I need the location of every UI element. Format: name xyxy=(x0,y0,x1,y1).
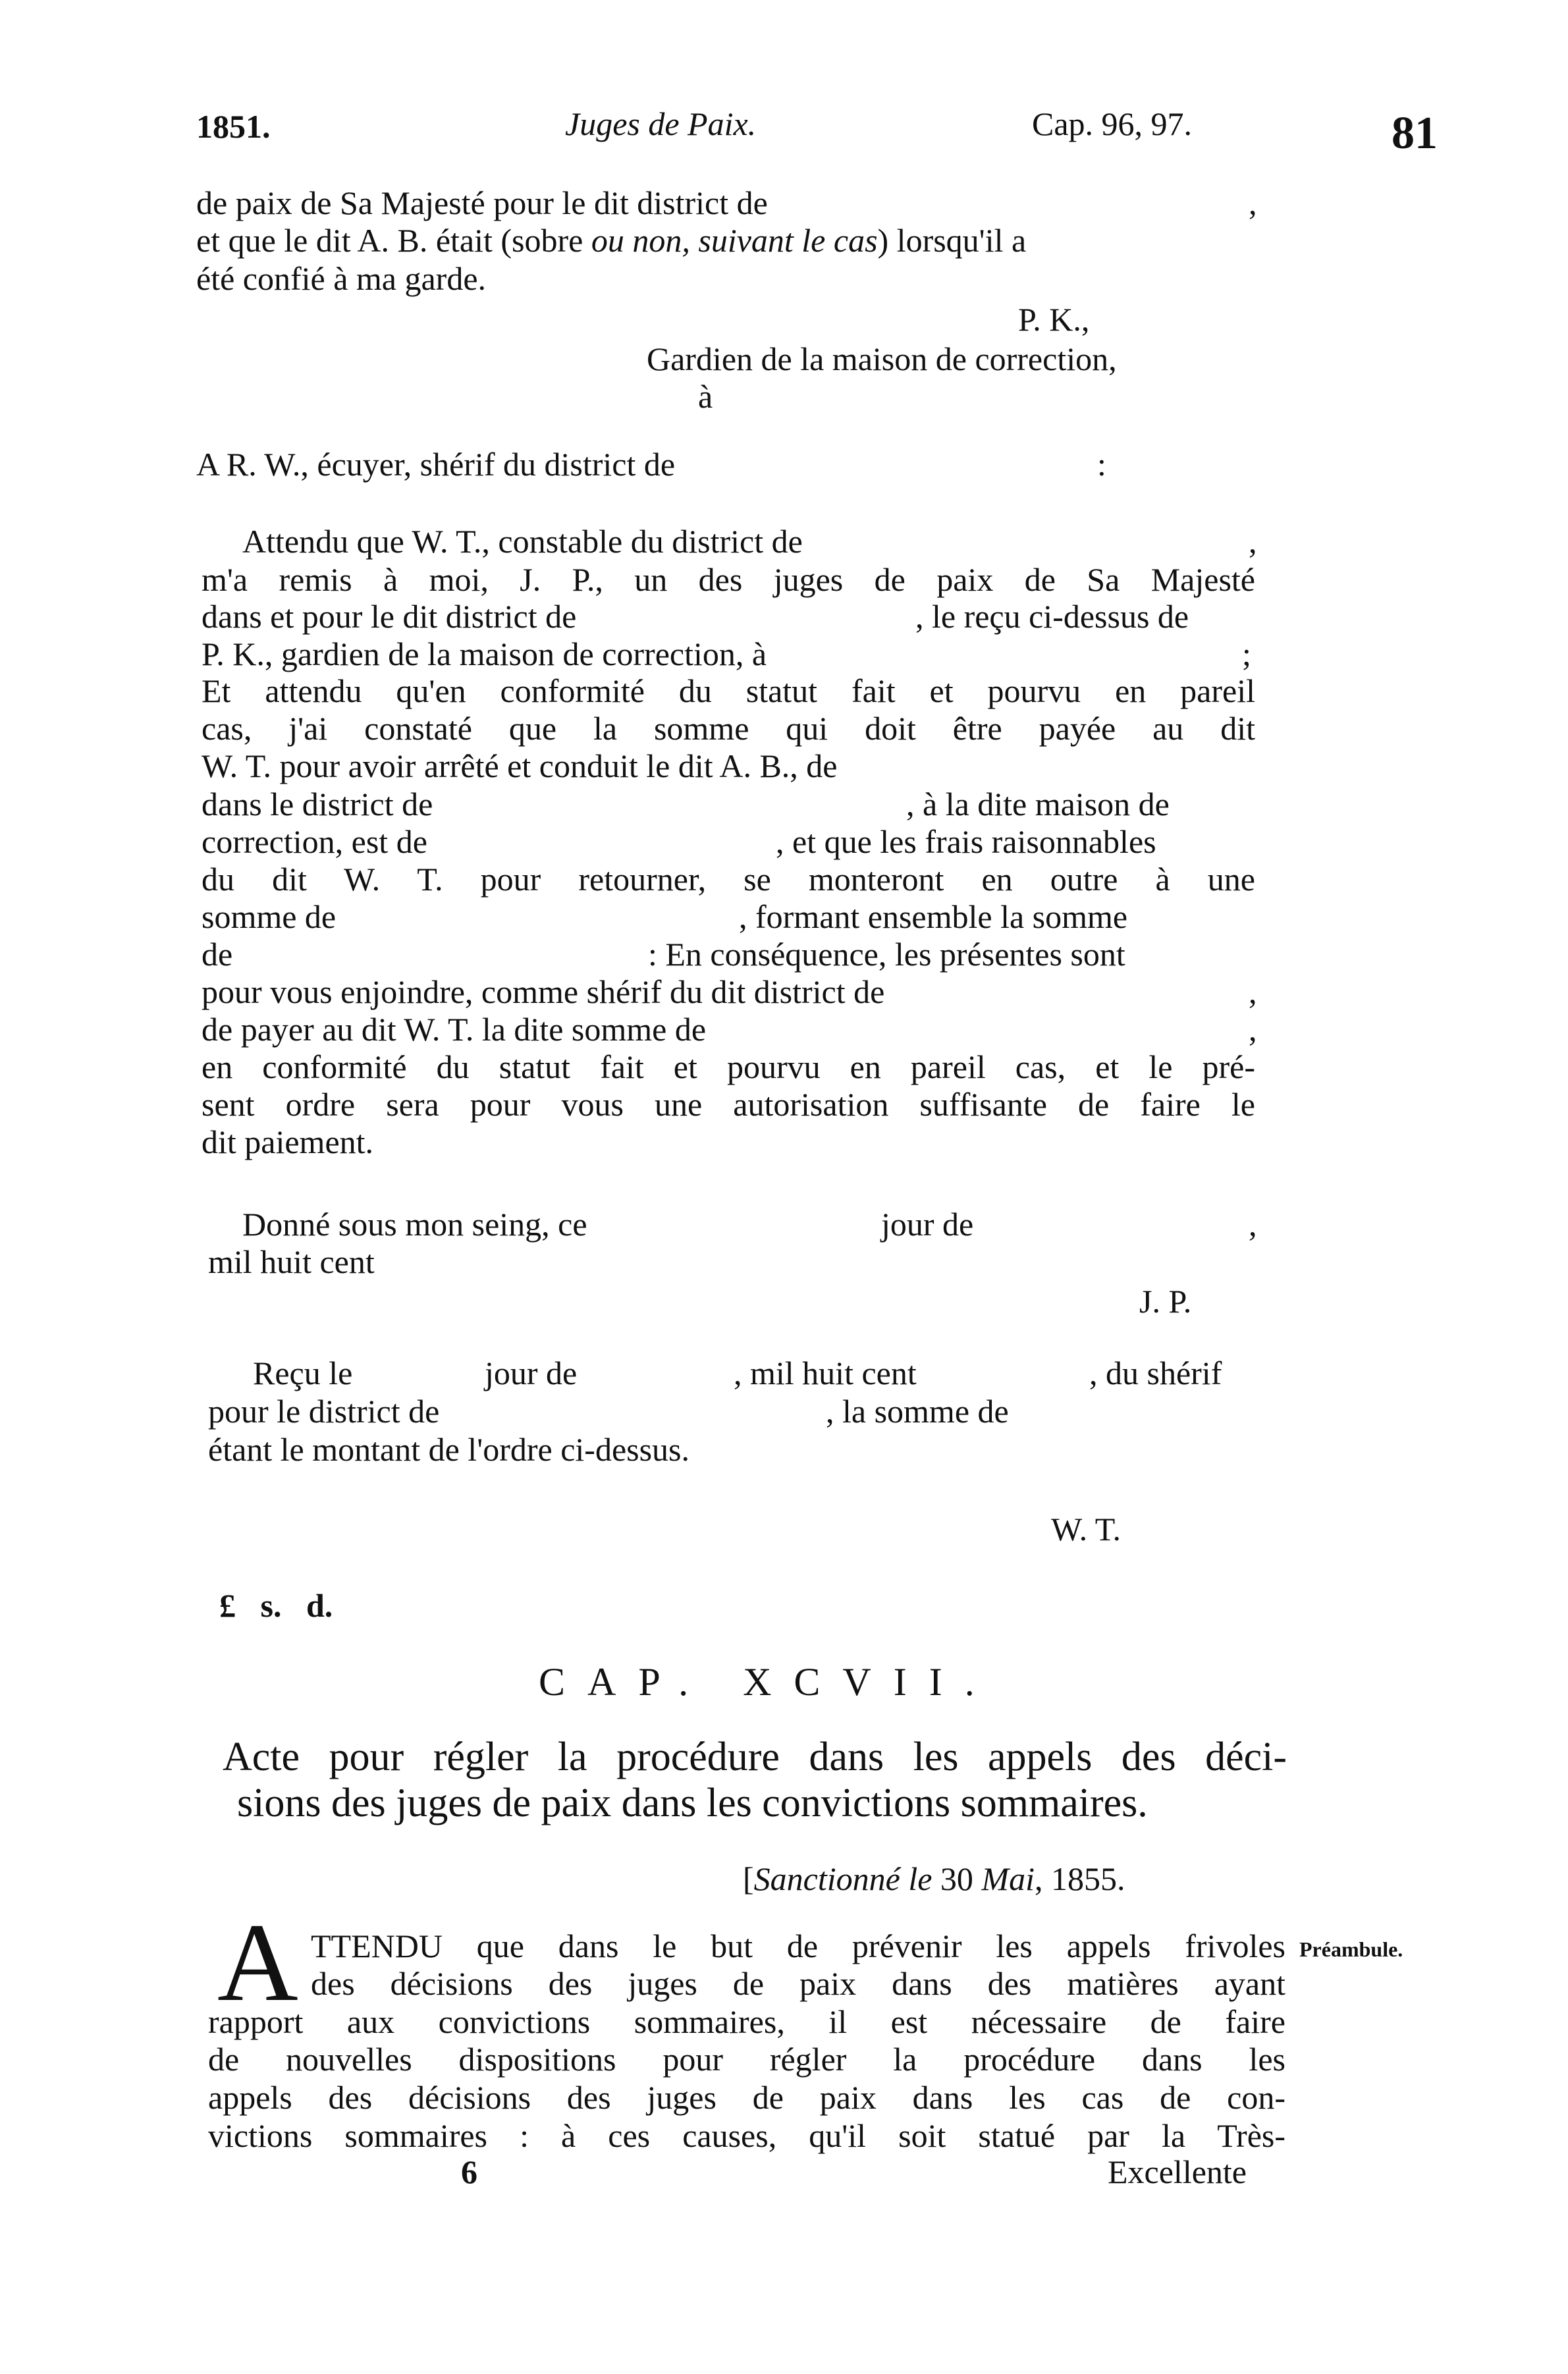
order-line: m'a remis à moi, J. P., un des juges de paix de Sa Majesté xyxy=(202,561,1255,598)
drop-cap: A xyxy=(217,1901,298,2024)
act-title-line-1: Acte pour régler la procédure dans les appels des déci- xyxy=(223,1735,1287,1779)
receipt-b-c: , mil huit cent xyxy=(734,1355,917,1391)
receipt-b-b: jour de xyxy=(485,1355,578,1391)
order-line: dans et pour le dit district de xyxy=(202,598,577,635)
order-address-colon: : xyxy=(1097,446,1106,483)
order-line: en conformité du statut fait et pourvu en pareil cas, et le pré- xyxy=(202,1048,1255,1085)
order-line: sent ordre sera pour vous une autorisation suffisante de faire le xyxy=(202,1086,1255,1123)
sanction-line: [Sanctionné le 30 Mai, 1855. xyxy=(743,1860,1125,1897)
order-line-tail: : En conséquence, les présentes sont xyxy=(648,936,1125,973)
currency-columns: £ s. d. xyxy=(219,1587,333,1624)
given-signature: J. P. xyxy=(1139,1283,1192,1320)
preamble-line: des décisions des juges de paix dans des matières ayant xyxy=(311,1965,1285,2002)
header-year: 1851. xyxy=(196,108,271,145)
given-a: Donné sous mon seing, ce xyxy=(242,1206,587,1243)
margin-note-preamble: Préambule. xyxy=(1299,1937,1403,1961)
order-line-tail: , xyxy=(1249,973,1257,1010)
order-line: cas, j'ai constaté que la somme qui doit être payée au dit xyxy=(202,710,1255,747)
order-line-tail: , à la dite maison de xyxy=(906,786,1170,823)
signature-mark: 6 xyxy=(461,2153,477,2190)
receipt-line-2: et que le dit A. B. était (sobre ou non, suivant le cas) lorsqu'il a xyxy=(196,222,1027,259)
order-line: de xyxy=(202,936,233,973)
order-line: somme de xyxy=(202,898,337,935)
page-number: 81 xyxy=(1392,108,1438,159)
act-title-line-2: sions des juges de paix dans les convictions sommaires. xyxy=(237,1781,1148,1825)
order-line-tail: , et que les frais raisonnables xyxy=(776,823,1156,860)
chapter-heading: CAP. XCVII. xyxy=(539,1660,997,1704)
order-line: dans le district de xyxy=(202,786,433,823)
order-line-tail: ; xyxy=(1242,635,1251,672)
order-line: P. K., gardien de la maison de correction, à xyxy=(202,635,767,672)
preamble-line: appels des décisions des juges de paix dans les cas de con- xyxy=(208,2079,1285,2116)
order-line: W. T. pour avoir arrêté et conduit le dit A. B., de xyxy=(202,747,838,784)
receipt-b-line-2a: pour le district de xyxy=(208,1393,440,1430)
given-b: jour de xyxy=(881,1206,974,1243)
receipt-line-3: été confié à ma garde. xyxy=(196,260,487,297)
order-line: Et attendu qu'en conformité du statut fait et pourvu en pareil xyxy=(202,672,1255,709)
receipt-line-1-comma: , xyxy=(1249,184,1257,221)
header-title: Juges de Paix. xyxy=(565,105,757,142)
receipt-sign-title: Gardien de la maison de correction, xyxy=(647,340,1117,377)
given-line-2: mil huit cent xyxy=(208,1243,375,1280)
receipt-sign-place: à xyxy=(698,378,713,415)
given-c: , xyxy=(1249,1206,1257,1243)
preamble-line: de nouvelles dispositions pour régler la procédure dans les xyxy=(208,2041,1285,2078)
header-chapter: Cap. 96, 97. xyxy=(1032,105,1193,142)
order-line: pour vous enjoindre, comme shérif du dit district de xyxy=(202,973,885,1010)
order-line-tail: , xyxy=(1249,523,1257,560)
receipt-line-1: de paix de Sa Majesté pour le dit district de xyxy=(196,184,768,221)
receipt-sign-name: P. K., xyxy=(1018,301,1090,338)
catchword: Excellente xyxy=(1108,2153,1247,2190)
receipt-b-line-3: étant le montant de l'ordre ci-dessus. xyxy=(208,1431,690,1468)
order-line: dit paiement. xyxy=(202,1123,374,1160)
order-address: A R. W., écuyer, shérif du district de xyxy=(196,446,676,483)
order-line: de payer au dit W. T. la dite somme de xyxy=(202,1011,707,1048)
order-line: correction, est de xyxy=(202,823,427,860)
order-line-tail: , xyxy=(1249,1011,1257,1048)
order-line: Attendu que W. T., constable du district de xyxy=(242,523,803,560)
receipt-b-signature: W. T. xyxy=(1051,1511,1122,1548)
receipt-b-d: , du shérif xyxy=(1089,1355,1222,1391)
receipt-b-a: Reçu le xyxy=(253,1355,353,1391)
order-line: du dit W. T. pour retourner, se monteront en outre à une xyxy=(202,861,1255,898)
order-line-tail: , formant ensemble la somme xyxy=(739,898,1128,935)
receipt-b-line-2b: , la somme de xyxy=(826,1393,1009,1430)
preamble-line: victions sommaires : à ces causes, qu'il soit statué par la Très- xyxy=(208,2117,1285,2154)
order-line-tail: , le reçu ci-dessus de xyxy=(915,598,1189,635)
preamble-line: TTENDU que dans le but de prévenir les appels frivoles xyxy=(311,1928,1285,1964)
preamble-line: rapport aux convictions sommaires, il est nécessaire de faire xyxy=(208,2003,1285,2040)
